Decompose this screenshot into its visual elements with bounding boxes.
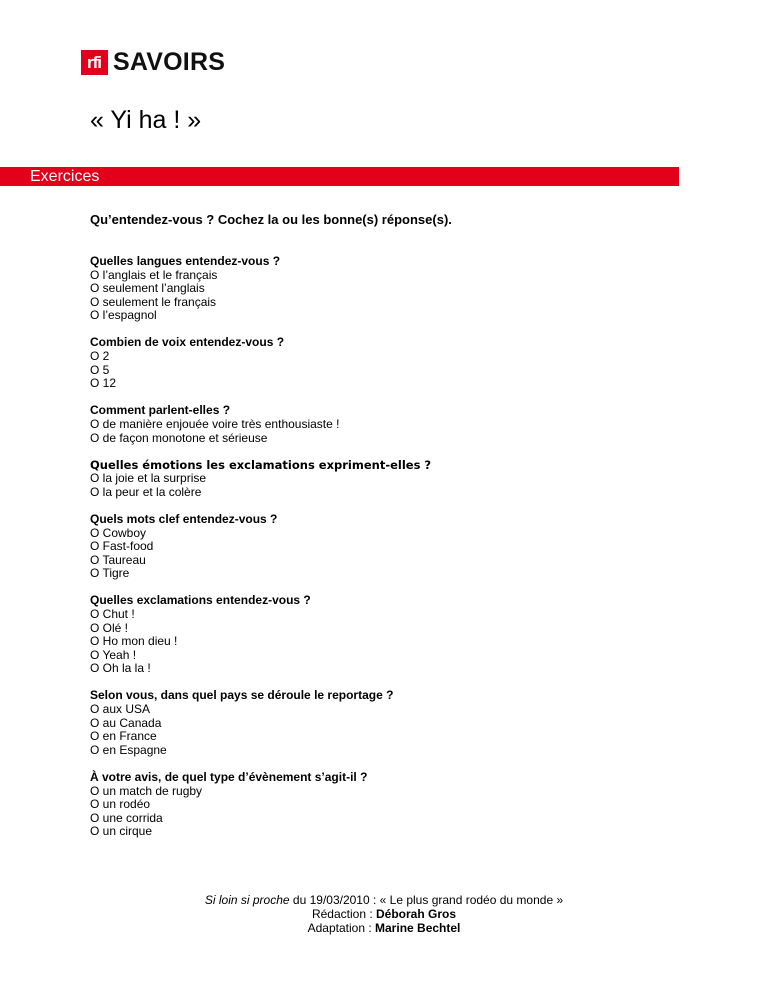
answer-option[interactable]: O un rodéo <box>90 797 151 812</box>
question-label: Quelles émotions les exclamations expriment-elles ? <box>90 457 432 472</box>
savoirs-logo-text: SAVOIRS <box>113 48 226 76</box>
answer-option[interactable]: O au Canada <box>90 715 162 730</box>
answer-option[interactable]: O aux USA <box>90 702 151 717</box>
question-exclamations <box>90 594 690 676</box>
question-speaking-style <box>90 404 690 445</box>
answer-option[interactable]: O Oh la la ! <box>90 661 151 676</box>
section-bar <box>0 167 679 186</box>
answer-option[interactable]: O 12 <box>90 376 117 391</box>
answer-option[interactable]: O la peur et la colère <box>90 484 202 499</box>
footer-adaptation-name: Marine Bechtel <box>375 921 461 935</box>
question-event-type <box>90 771 690 839</box>
answer-option[interactable]: O seulement l’anglais <box>90 281 205 296</box>
answer-option[interactable]: O 5 <box>90 362 110 377</box>
question-keywords <box>90 513 690 581</box>
answer-option[interactable]: O l’anglais et le français <box>90 267 218 282</box>
answer-option[interactable]: O 2 <box>90 349 110 364</box>
rfi-savoirs-logo <box>81 50 225 75</box>
footer-adaptation-label: Adaptation : <box>307 921 376 935</box>
answer-option[interactable]: O Olé ! <box>90 620 129 635</box>
answer-option[interactable]: O une corrida <box>90 810 163 825</box>
footer-adaptation-line <box>0 921 768 935</box>
question-label: À votre avis, de quel type d’évènement s’agit-il ? <box>90 769 368 784</box>
exercise-instruction: Qu’entendez-vous ? Cochez la ou les bonne(s) réponse(s). <box>90 212 452 227</box>
question-emotions <box>90 459 690 500</box>
footer-date-text: du 19/03/2010 : « Le plus grand rodéo du monde » <box>289 893 564 907</box>
answer-option[interactable]: O un match de rugby <box>90 783 203 798</box>
answer-option[interactable]: O en France <box>90 729 157 744</box>
question-label: Quelles exclamations entendez-vous ? <box>90 593 311 608</box>
answer-option[interactable]: O un cirque <box>90 824 153 839</box>
answer-option[interactable]: O Fast-food <box>90 539 154 554</box>
question-country <box>90 689 690 757</box>
question-label: Selon vous, dans quel pays se déroule le reportage ? <box>90 688 394 703</box>
footer-redaction-line <box>0 907 768 921</box>
footer-redaction-label: Rédaction : <box>311 907 377 921</box>
page-title: « Yi ha ! » <box>90 106 202 134</box>
answer-option[interactable]: O Yeah ! <box>90 647 137 662</box>
answer-option[interactable]: O l’espagnol <box>90 308 157 323</box>
answer-option[interactable]: O en Espagne <box>90 742 167 757</box>
answer-option[interactable]: O la joie et la surprise <box>90 471 207 486</box>
footer-show-name: Si loin si proche <box>204 893 290 907</box>
question-label: Quelles langues entendez-vous ? <box>90 254 281 268</box>
answer-option[interactable]: O Chut ! <box>90 606 135 621</box>
answer-option[interactable]: O seulement le français <box>90 294 217 309</box>
page-footer <box>0 893 768 935</box>
question-languages <box>90 255 690 323</box>
rfi-logo-mark: rfi <box>81 50 108 75</box>
question-label: Combien de voix entendez-vous ? <box>90 335 285 350</box>
answer-option[interactable]: O Cowboy <box>90 525 147 540</box>
question-list <box>90 255 690 852</box>
answer-option[interactable]: O de façon monotone et sérieuse <box>90 430 268 445</box>
answer-option[interactable]: O Ho mon dieu ! <box>90 634 178 649</box>
question-label: Quels mots clef entendez-vous ? <box>90 511 278 526</box>
footer-source-line <box>0 893 768 907</box>
question-voices <box>90 336 690 390</box>
answer-option[interactable]: O de manière enjouée voire très enthousiaste ! <box>90 416 340 431</box>
answer-option[interactable]: O Tigre <box>90 566 130 581</box>
answer-option[interactable]: O Taureau <box>90 552 146 567</box>
section-label: Exercices <box>30 168 100 185</box>
question-label: Comment parlent-elles ? <box>90 403 231 418</box>
footer-redaction-name: Déborah Gros <box>376 907 457 921</box>
